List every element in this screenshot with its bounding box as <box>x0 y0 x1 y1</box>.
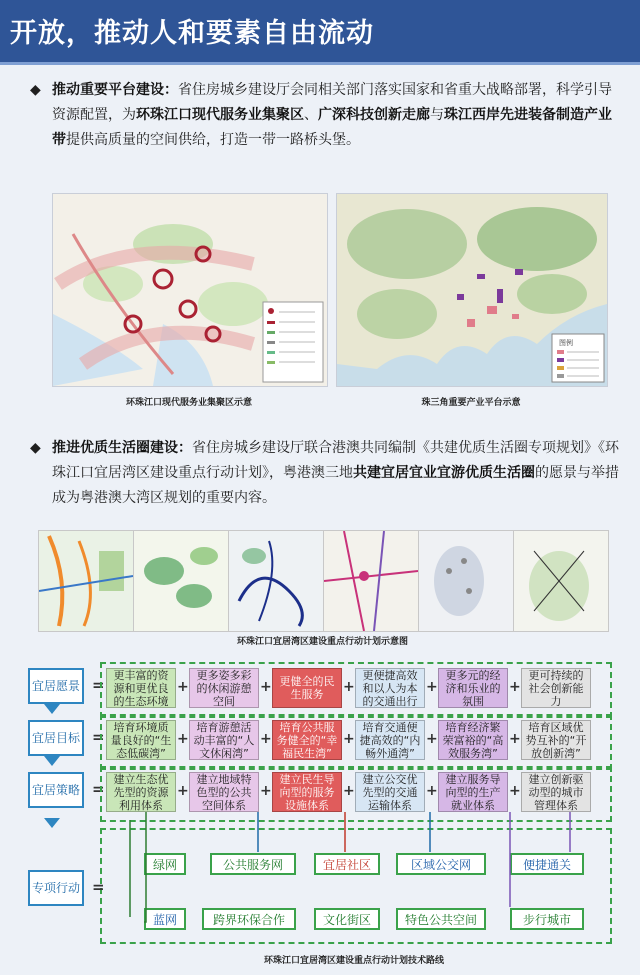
lead-text: 推进优质生活圈建设： <box>52 440 192 456</box>
map-caption: 珠三角重要产业平台示意 <box>421 398 521 408</box>
plus-sign: + <box>426 679 438 695</box>
strip-map-figure <box>39 531 133 631</box>
paragraph-text <box>30 436 620 511</box>
text-span: 省住房城乡建设厅联合港澳共同编制《共建优质生活圈专项规划》《环珠江口宜居湾区建设重点行动计划》，粤港澳三地 <box>52 440 619 481</box>
strip-map <box>133 530 229 632</box>
row-box: 培育交通便捷高效的“内畅外通湾” <box>355 720 425 760</box>
plus-sign: + <box>343 679 355 695</box>
strip-caption: 环珠江口宜居湾区建设重点行动计划示意图 <box>236 637 408 647</box>
map-caption: 环珠江口现代服务业集聚区示意 <box>125 398 252 408</box>
strip-map <box>38 530 134 632</box>
down-arrow-icon <box>44 818 60 828</box>
row-label: 宜居目标 <box>28 720 84 756</box>
row-box: 建立生态优先型的资源利用体系 <box>106 772 176 812</box>
equals-sign: = <box>92 728 105 746</box>
action-green-network: 绿网 <box>144 853 186 875</box>
row-box: 培育环境质量良好的“生态低碳湾” <box>106 720 176 760</box>
action-walking-city: 步行城市 <box>510 908 584 930</box>
strip-map <box>228 530 324 632</box>
plus-sign: + <box>426 783 438 799</box>
label-actions: 专项行动 <box>28 870 84 906</box>
row-box: 更多元的经济和乐业的氛围 <box>438 668 508 708</box>
row-box: 培育区域优势互补的“开放创新湾” <box>521 720 591 760</box>
bold-span: 广深科技创新走廊 <box>318 107 430 123</box>
down-arrow-icon <box>44 756 60 766</box>
row-box: 培育游憩活动丰富的“人文休闲湾” <box>189 720 259 760</box>
strip-map-figure <box>419 531 513 631</box>
plus-sign: + <box>343 731 355 747</box>
equals-sign: = <box>92 676 105 694</box>
map-service-cluster-figure <box>53 194 327 386</box>
row-box: 更健全的民生服务 <box>272 668 342 708</box>
action-blue-network: 蓝网 <box>144 908 186 930</box>
row-box: 建立创新驱动型的城市管理体系 <box>521 772 591 812</box>
plus-sign: + <box>343 783 355 799</box>
plus-sign: + <box>260 731 272 747</box>
strip-map-figure <box>324 531 418 631</box>
plus-sign: + <box>177 783 189 799</box>
paragraph-text <box>30 78 620 153</box>
row-box: 建立服务导向型的生产就业体系 <box>438 772 508 812</box>
plus-sign: + <box>177 731 189 747</box>
map-legend-title: 图例 <box>559 339 573 347</box>
action-regional-transit: 区域公交网 <box>396 853 486 875</box>
row-box: 建立公交优先型的交通运输体系 <box>355 772 425 812</box>
bullet-icon: ◆ <box>30 440 41 456</box>
text-span: 提供高质量的空间供给，打造一带一路桥头堡。 <box>66 132 360 148</box>
plus-sign: + <box>177 679 189 695</box>
text-span: 、 <box>304 107 318 123</box>
map-industry-platforms-figure <box>337 194 607 386</box>
map-industry-platforms <box>336 193 608 387</box>
paragraph-platform <box>30 78 620 153</box>
strip-map-figure <box>229 531 323 631</box>
action-customs-clearance: 便捷通关 <box>510 853 584 875</box>
row-frame <box>100 714 612 770</box>
action-public-service-network: 公共服务网 <box>210 853 296 875</box>
text-span: 的愿景与举措成为粤港澳大湾区规划的重要内容。 <box>52 465 619 506</box>
row-frame <box>100 662 612 718</box>
strip-map-figure <box>514 531 608 631</box>
plus-sign: + <box>509 783 521 799</box>
text-span: 省住房城乡建设厅会同相关部门落实国家和省重大战略部署，科学引导资源配置，为 <box>52 82 612 123</box>
title-banner <box>0 0 640 65</box>
page-title: 开放，推动人和要素自由流动 <box>10 18 374 49</box>
action-connector-lines <box>100 812 608 940</box>
plus-sign: + <box>426 731 438 747</box>
row-box: 更可持续的社会创新能力 <box>521 668 591 708</box>
strip-map <box>513 530 609 632</box>
row-box: 培育经济繁荣富裕的“高效服务湾” <box>438 720 508 760</box>
row-box: 更便捷高效和以人为本的交通出行 <box>355 668 425 708</box>
row-box: 更多姿多彩的休闲游憩空间 <box>189 668 259 708</box>
row-label: 宜居愿景 <box>28 668 84 704</box>
lead-text: 推动重要平台建设： <box>52 82 178 98</box>
row-box: 培育公共服务健全的“幸福民生湾” <box>272 720 342 760</box>
strip-map-figure <box>134 531 228 631</box>
equals-sign: = <box>92 780 105 798</box>
plus-sign: + <box>260 783 272 799</box>
plus-sign: + <box>509 731 521 747</box>
plus-sign: + <box>509 679 521 695</box>
bold-span: 环珠江口现代服务业集聚区 <box>136 107 304 123</box>
text-span: 与 <box>430 107 444 123</box>
down-arrow-icon <box>44 704 60 714</box>
paragraph-living-circle <box>30 436 620 511</box>
row-box: 更丰富的资源和更优良的生态环境 <box>106 668 176 708</box>
action-cross-border-environment: 跨界环保合作 <box>202 908 296 930</box>
strip-map <box>323 530 419 632</box>
strip-map <box>418 530 514 632</box>
action-public-spaces: 特色公共空间 <box>396 908 486 930</box>
row-label: 宜居策略 <box>28 772 84 808</box>
bold-span: 共建宜居宜业宜游优质生活圈 <box>353 465 535 481</box>
row-box: 建立地域特色型的公共空间体系 <box>189 772 259 812</box>
action-culture-streets: 文化街区 <box>314 908 380 930</box>
bold-span: 珠江西岸先进装备制造产业带 <box>52 107 612 148</box>
map-service-cluster <box>52 193 328 387</box>
row-box: 建立民生导向型的服务设施体系 <box>272 772 342 812</box>
bullet-icon: ◆ <box>30 82 41 98</box>
diagram-caption: 环珠江口宜居湾区建设重点行动计划技术路线 <box>263 956 444 966</box>
equals-sign: = <box>92 878 105 896</box>
plus-sign: + <box>260 679 272 695</box>
action-livable-community: 宜居社区 <box>314 853 380 875</box>
